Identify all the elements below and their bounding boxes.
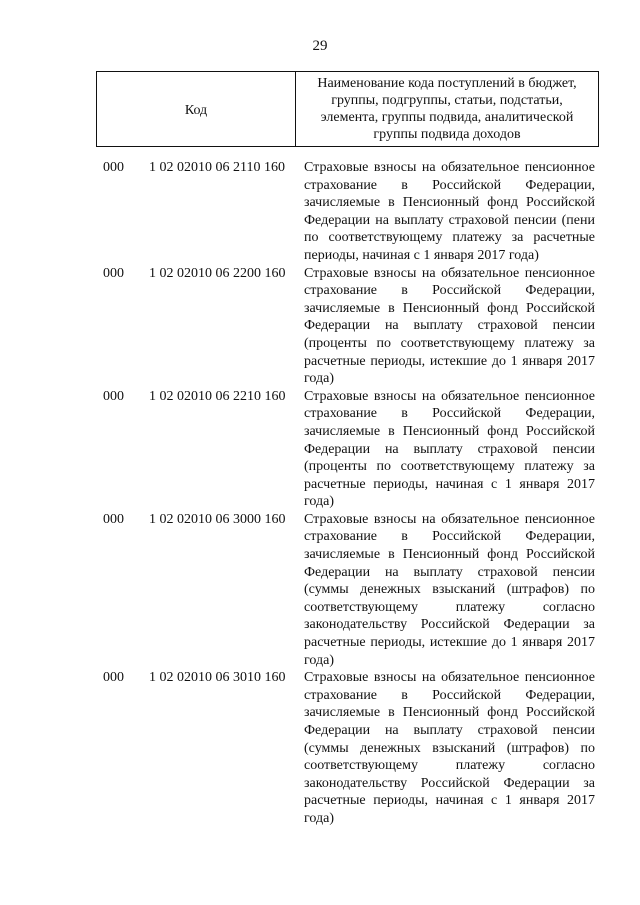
revenue-code: 1 02 02010 06 3010 160 <box>149 670 286 686</box>
table-row <box>0 159 640 265</box>
admin-code: 000 <box>103 160 124 175</box>
revenue-name: Страховые взносы на обязательное пенсионное страхование в Российской Федерации, зачисляемые в Пенсионный фонд Российской Федерации на выплату страховой пенсии (проценты по соответствующему платежу за расчетные периоды, начиная с 1 января 2017 года) <box>304 388 595 510</box>
name-column-header: Наименование кода поступлений в бюджет, группы, подгруппы, статьи, подстатьи, элемента, группы подвида, аналитической группы подвида доходов <box>317 76 577 142</box>
table-row <box>0 511 640 669</box>
table-body <box>0 159 640 828</box>
table-row <box>0 669 640 827</box>
admin-code: 000 <box>103 511 124 527</box>
code-column-header: Код <box>97 72 296 146</box>
revenue-code: 1 02 02010 06 3000 160 <box>149 511 286 527</box>
revenue-name: Страховые взносы на обязательное пенсионное страхование в Российской Федерации, зачисляемые в Пенсионный фонд Российской Федерации на выплату страховой пенсии (проценты по соответствующему платежу за расчетные периоды, истекшие до 1 января 2017 года) <box>304 265 595 387</box>
revenue-name: Страховые взносы на обязательное пенсионное страхование в Российской Федерации, зачисляемые в Пенсионный фонд Российской Федерации на выплату страховой пенсии (пени по соответствующему платежу за расчетные периоды, начиная с 1 января 2017 года) <box>304 160 595 263</box>
revenue-code: 1 02 02010 06 2210 160 <box>149 388 286 404</box>
table-header <box>96 71 599 147</box>
admin-code: 000 <box>103 670 124 686</box>
revenue-name: Страховые взносы на обязательное пенсионное страхование в Российской Федерации, зачисляемые в Пенсионный фонд Российской Федерации на выплату страховой пенсии (суммы денежных взысканий (штрафов) по соответствующему платежу согласно законодательству Российской Федерации за расчетные периоды, начиная с 1 января 2017 года) <box>304 670 595 826</box>
revenue-name: Страховые взносы на обязательное пенсионное страхование в Российской Федерации, зачисляемые в Пенсионный фонд Российской Федерации на выплату страховой пенсии (суммы денежных взысканий (штрафов) по соответствующему платежу согласно законодательству Российской Федерации за расчетные периоды, истекшие до 1 января 2017 года) <box>304 511 595 668</box>
page-number: 29 <box>312 38 328 54</box>
admin-code: 000 <box>103 388 124 404</box>
admin-code: 000 <box>103 265 124 281</box>
table-row <box>0 265 640 388</box>
table-row <box>0 388 640 511</box>
revenue-code: 1 02 02010 06 2200 160 <box>149 265 286 281</box>
revenue-code: 1 02 02010 06 2110 160 <box>149 160 285 175</box>
